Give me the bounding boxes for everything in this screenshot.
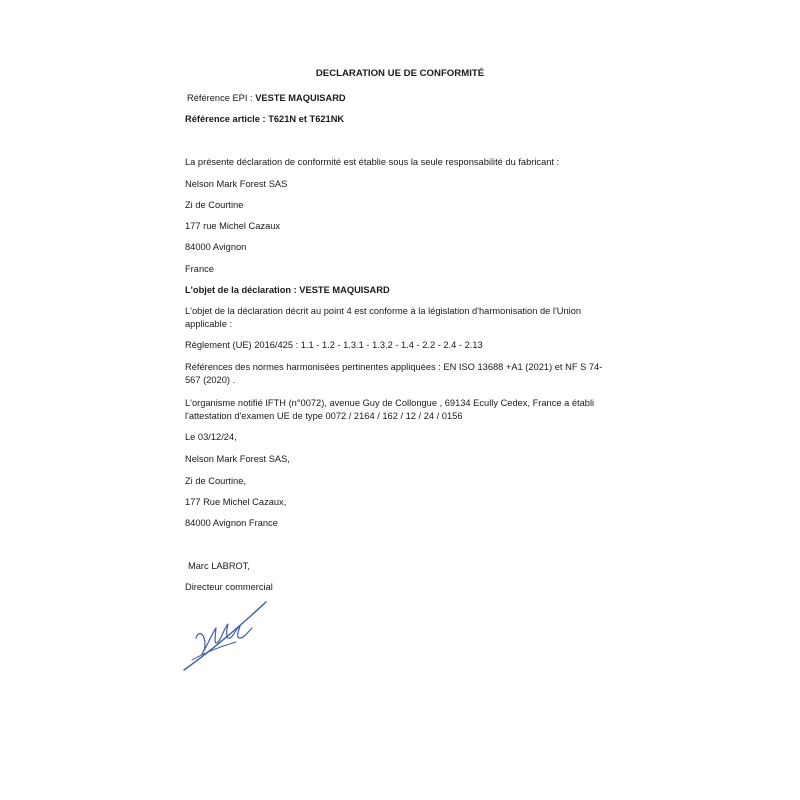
manufacturer-name: Nelson Mark Forest SAS [185, 179, 288, 189]
signoff-address2: 177 Rue Michel Cazaux, [185, 497, 287, 507]
reference-epi-label: Référence EPI : [187, 93, 253, 103]
manufacturer-address1: Zi de Courtine [185, 200, 244, 210]
regulation-text: Règlement (UE) 2016/425 : 1.1 - 1.2 - 1.3.1 - 1.3.2 - 1.4 - 2.2 - 2.4 - 2.13 [185, 340, 483, 350]
signoff-address1: Zi de Courtine, [185, 476, 246, 486]
document-title: DECLARATION UE DE CONFORMITÉ [315, 68, 485, 79]
object-heading: L'objet de la déclaration : VESTE MAQUISARD [185, 285, 390, 295]
standards-text: Références des normes harmonisées pertinentes appliquées : EN ISO 13688 +A1 (2021) et NF S 74-567 (2020) . [185, 362, 603, 385]
declaration-date: Le 03/12/24, [185, 432, 237, 442]
notified-body-text: L'organisme notifié IFTH (n°0072), avenue Guy de Collongue , 69134 Ecully Cedex, France a établi l'attestation d'examen UE de type 0072 / 2164 / 162 / 12 / 24 / 0156 [185, 398, 595, 421]
signoff-name: Nelson Mark Forest SAS, [185, 454, 290, 464]
object-conformity: L'objet de la déclaration décrit au point 4 est conforme à la législation d'harmonisation de l'Union applicable : [185, 306, 582, 329]
reference-article: Référence article : T621N et T621NK [185, 114, 345, 124]
signatory-title: Directeur commercial [185, 582, 273, 592]
manufacturer-country: France [185, 264, 214, 274]
signatory-name: Marc LABROT, [188, 561, 250, 571]
manufacturer-city: 84000 Avignon [185, 242, 247, 252]
intro-text: La présente déclaration de conformité est établie sous la seule responsabilité du fabricant : [185, 157, 560, 167]
signoff-city: 84000 Avignon France [185, 518, 278, 528]
handwritten-signature [178, 598, 278, 678]
manufacturer-address2: 177 rue Michel Cazaux [185, 221, 281, 231]
reference-epi [187, 92, 346, 104]
reference-epi-value: VESTE MAQUISARD [255, 93, 346, 103]
